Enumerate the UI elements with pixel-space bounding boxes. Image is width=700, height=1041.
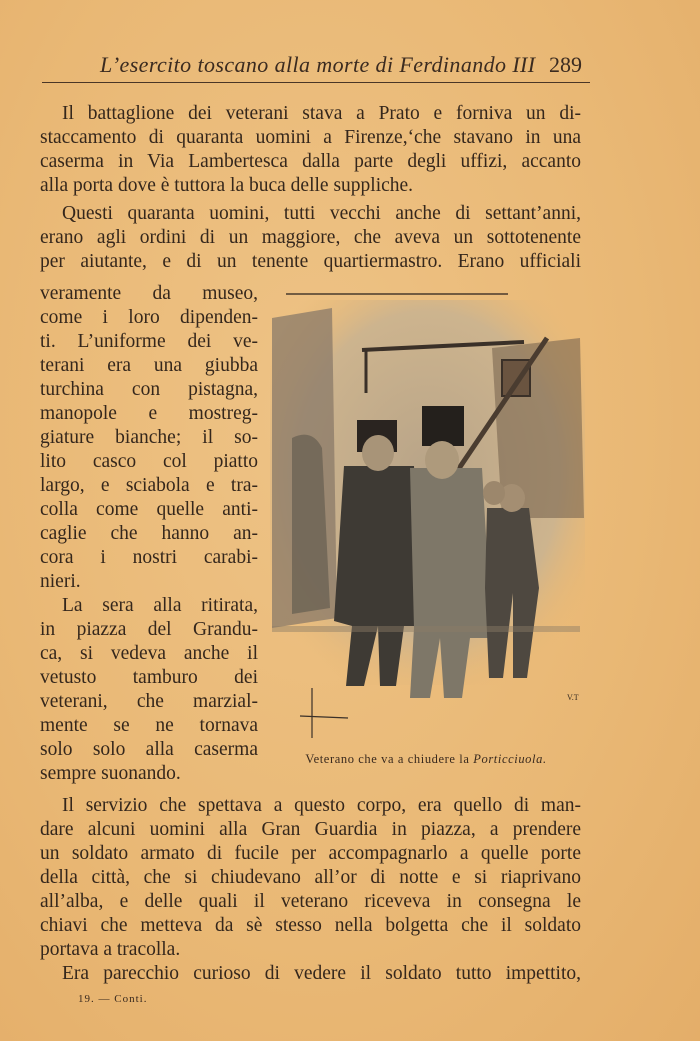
running-title: L’esercito toscano alla morte di Ferdinando III (100, 52, 536, 77)
text-line: un soldato armato di fucile per accompagnarlo a quelle porte (40, 843, 581, 864)
text-line: turchina con pistagna, (40, 379, 258, 400)
text-line: Questi quaranta uomini, tutti vecchi anche di settant’anni, (62, 203, 581, 224)
text-line: come i loro dipenden- (40, 307, 258, 328)
text-line: manopole e mostreg- (40, 403, 258, 424)
text-line: giature bianche; il so- (40, 427, 258, 448)
text-line: veramente da museo, (40, 283, 258, 304)
running-header (100, 52, 590, 82)
text-line: della città, che si chiudevano all’or di notte e si riaprivano (40, 867, 581, 888)
text-line: mente se ne tornava (40, 715, 258, 736)
text-line: Il servizio che spettava a questo corpo, era quello di man- (62, 795, 581, 816)
text-line: Il battaglione dei veterani stava a Prato e forniva un di- (62, 103, 581, 124)
paragraph-2 (40, 202, 581, 274)
text-line: nieri. (40, 571, 81, 592)
header-rule (42, 82, 590, 83)
text-line: sempre suonando. (40, 763, 181, 784)
signature-mark: 19. — Conti. (78, 993, 148, 1005)
text-line: Era parecchio curioso di vedere il soldato tutto impettito, (62, 963, 581, 984)
text-column (40, 282, 258, 786)
text-line: La sera alla ritirata, (62, 595, 258, 616)
text-line: lito casco col piatto (40, 451, 258, 472)
paragraph-4 (40, 794, 581, 986)
text-line: all’alba, e delle quali il veterano riceveva in consegna le (40, 891, 581, 912)
text-line: per aiutante, e di un tenente quartiermastro. Erano ufficiali (40, 251, 581, 272)
text-line: dare alcuni uomini alla Gran Guardia in piazza, a prendere (40, 819, 581, 840)
text-line: alla porta dove è tuttora la buca delle suppliche. (40, 175, 414, 196)
text-line: solo solo alla caserma (40, 739, 258, 760)
text-line: ca, si vedeva anche il (40, 643, 258, 664)
text-line: colla come quelle anti- (40, 499, 258, 520)
text-line: caserma in Via Lambertesca dalla parte degli uffizi, accanto (40, 151, 581, 172)
text-line: terani era una giubba (40, 355, 258, 376)
page-number: 289 (549, 52, 582, 77)
artist-signature: V.T (567, 693, 579, 702)
caption-italic: Porticciuola. (473, 752, 547, 766)
text-line: caglie che hanno an- (40, 523, 258, 544)
text-line: staccamento di quaranta uomini a Firenze,‘che stavano in una (40, 127, 581, 148)
text-line: cora i nostri carabi- (40, 547, 258, 568)
text-line: ti. L’uniforme dei ve- (40, 331, 258, 352)
text-line: vetusto tamburo dei (40, 667, 258, 688)
figure-caption (262, 752, 590, 767)
paragraph-1 (40, 102, 581, 198)
veteran-engraving (262, 288, 590, 748)
text-line: chiavi che metteva da sè stesso nella bolgetta che il soldato (40, 915, 581, 936)
illustration (262, 288, 590, 748)
text-line: portava a tracolla. (40, 939, 181, 960)
caption-text: Veterano che va a chiudere la (305, 752, 474, 766)
text-line: veterani, che marzial- (40, 691, 258, 712)
text-line: largo, e sciabola e tra- (40, 475, 258, 496)
text-line: in piazza del Grandu- (40, 619, 258, 640)
text-line: erano agli ordini di un maggiore, che aveva un sottotenente (40, 227, 581, 248)
